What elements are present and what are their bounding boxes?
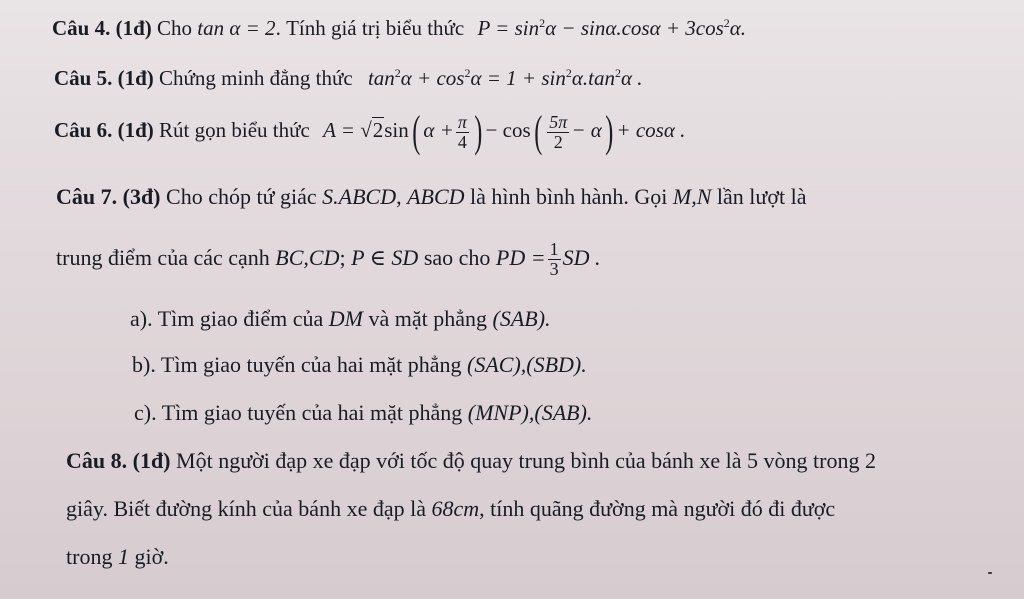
q8-line2a: giây. Biết đường kính của bánh xe đạp là bbox=[66, 496, 426, 521]
q5-label: Câu 5. (1đ) bbox=[54, 66, 154, 90]
q6-four: 4 bbox=[457, 131, 467, 152]
fraction-5pi-2 bbox=[547, 113, 569, 152]
q7-label: Câu 7. (3đ) bbox=[56, 184, 161, 209]
question-4: Câu 4. (1đ) Cho tan α = 2. Tính giá trị biểu thức $P = \sin^2\alpha - \sin\alpha.\cos\alpha + 3\cos^2\alpha$. bbox=[52, 16, 747, 40]
q8-line3a: trong bbox=[66, 544, 113, 569]
q4-expr-end: α. bbox=[729, 16, 747, 40]
q6-minus-alpha: − α bbox=[571, 118, 602, 142]
question-8-line-1 bbox=[66, 448, 876, 474]
q4-expr-mid: α − sinα.cosα + 3cos bbox=[545, 16, 724, 40]
q7-b-planes: (SAC),(SBD). bbox=[467, 352, 587, 377]
q4-expr-left: P = sin bbox=[477, 16, 540, 40]
q6-sin: sin bbox=[384, 118, 409, 142]
q8-label: Câu 8. (1đ) bbox=[66, 448, 171, 473]
question-7-c bbox=[134, 400, 592, 426]
q7-abcd: ABCD bbox=[407, 184, 465, 209]
q7-line1c: lần lượt là bbox=[716, 184, 807, 209]
q7-one: 1 bbox=[549, 239, 559, 260]
q6-a-eq: A = bbox=[323, 118, 355, 142]
q8-line2b: 68cm bbox=[431, 496, 480, 521]
q4-pre: Cho bbox=[157, 16, 193, 40]
q6-label: Câu 6. (1đ) bbox=[54, 118, 154, 142]
q5-expr1: tan bbox=[367, 66, 395, 90]
q4-given: tan α = 2 bbox=[197, 16, 276, 40]
q7-three: 3 bbox=[549, 259, 559, 280]
q8-line3c: giờ. bbox=[134, 544, 169, 569]
q6-pi: π bbox=[457, 111, 467, 132]
q4-text: . Tính giá trị biểu thức bbox=[275, 16, 465, 40]
q6-five-pi: 5π bbox=[549, 111, 568, 132]
question-8-line-3 bbox=[66, 544, 169, 570]
q6-text: Rút gọn biểu thức bbox=[159, 118, 310, 142]
q7-a-dm: DM bbox=[328, 306, 363, 331]
q7-a-rest: và mặt phẳng bbox=[368, 306, 488, 331]
pen-mark bbox=[988, 572, 992, 574]
q7-mn: M,N bbox=[672, 184, 712, 209]
q5-text: Chứng minh đẳng thức bbox=[159, 66, 353, 90]
q7-psd: P ∈ SD bbox=[351, 245, 419, 270]
question-7-line-1 bbox=[56, 184, 806, 210]
question-8-line-2 bbox=[66, 496, 835, 522]
q8-line3b: 1 bbox=[117, 544, 129, 569]
sqrt-symbol: √2 bbox=[360, 118, 384, 142]
question-6: Câu 6. (1đ) Rút gọn biểu thức A = √2sin( α + $\frac{\pi}{4}$ ) − cos( $\frac{5\pi}{2}$ − α) + cosα . bbox=[54, 107, 686, 157]
question-7-line-2 bbox=[56, 238, 600, 279]
q7-sd: SD . bbox=[562, 245, 601, 270]
q5-expr4: α.tan bbox=[571, 66, 615, 90]
q7-line2b: sao cho bbox=[423, 245, 491, 270]
q6-two: 2 bbox=[553, 131, 563, 152]
q7-semi: ; bbox=[339, 245, 346, 270]
q8-line1: Một người đạp xe đạp với tốc độ quay trung bình của bánh xe là 5 vòng trong 2 bbox=[176, 448, 876, 473]
q7-a-sab: (SAB). bbox=[492, 306, 551, 331]
q6-sqrt-val: 2 bbox=[372, 118, 384, 142]
q7-c: c). Tìm giao tuyến của hai mặt phẳng bbox=[134, 400, 463, 425]
q7-bccd: BC,CD bbox=[275, 245, 340, 270]
q5-expr3: α = 1 + sin bbox=[470, 66, 566, 90]
question-7-b bbox=[132, 352, 587, 378]
q7-line2: trung điểm của các cạnh bbox=[56, 245, 270, 270]
fraction-pi-4 bbox=[456, 113, 469, 152]
q7-a: a). Tìm giao điểm của bbox=[130, 306, 324, 331]
q5-expr5: α . bbox=[620, 66, 643, 90]
q5-expr2: α + cos bbox=[400, 66, 465, 90]
q7-sabcd: S.ABCD bbox=[322, 184, 397, 209]
question-7-a bbox=[130, 306, 551, 332]
q7-c-planes: (MNP),(SAB). bbox=[467, 400, 593, 425]
question-5: Câu 5. (1đ) Chứng minh đẳng thức $\tan^2\alpha + \cos^2\alpha = 1 + \sin^2\alpha.\tan^2\alpha$ . bbox=[54, 66, 643, 90]
q7-pd: PD = bbox=[495, 245, 546, 270]
q7-b: b). Tìm giao tuyến của hai mặt phẳng bbox=[132, 352, 462, 377]
q7-line1b: là hình bình hành. Gọi bbox=[470, 184, 668, 209]
q7-comma: , bbox=[396, 184, 402, 209]
q6-plus-cos: + cosα . bbox=[616, 118, 686, 142]
q6-minus-cos: − cos bbox=[485, 118, 531, 142]
q4-label: Câu 4. (1đ) bbox=[52, 16, 152, 40]
q8-line2c: , tính quãng đường mà người đó đi được bbox=[479, 496, 836, 521]
fraction-1-3 bbox=[548, 240, 561, 279]
q6-alpha-plus: α + bbox=[423, 118, 454, 142]
q7-line1: Cho chóp tứ giác bbox=[166, 184, 317, 209]
